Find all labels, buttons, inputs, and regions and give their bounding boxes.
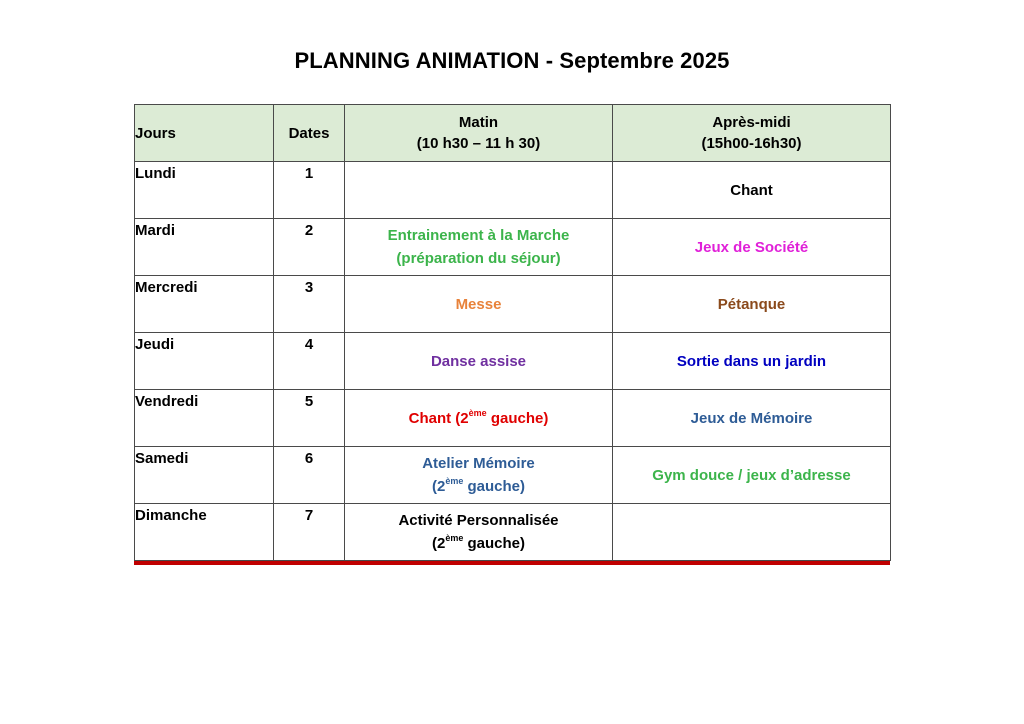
- morning-activity-line: Messe: [455, 295, 502, 313]
- afternoon-activity: [613, 219, 891, 276]
- day-cell: Dimanche: [135, 504, 274, 561]
- afternoon-activity: [613, 162, 891, 219]
- morning-activity-line: Entrainement à la Marche: [387, 227, 570, 244]
- morning-activity-line: [345, 407, 612, 430]
- activity-text: gauche): [463, 535, 526, 552]
- day-cell: Jeudi: [135, 333, 274, 390]
- table-row: [135, 162, 891, 219]
- morning-activity-line: (préparation du séjour): [396, 250, 561, 267]
- date-cell: 5: [274, 390, 345, 447]
- day-cell: Samedi: [135, 447, 274, 504]
- header-apm-hours: (15h00-16h30): [701, 135, 802, 152]
- date-cell: 6: [274, 447, 345, 504]
- morning-activity-line: Atelier Mémoire: [422, 455, 535, 472]
- afternoon-activity: [613, 333, 891, 390]
- afternoon-activity: [613, 390, 891, 447]
- afternoon-activity: [613, 276, 891, 333]
- date-cell: 7: [274, 504, 345, 561]
- morning-activity-line: [345, 532, 612, 555]
- afternoon-activity-line: Jeux de Société: [694, 238, 809, 256]
- header-matin: [345, 105, 613, 162]
- header-jours: Jours: [135, 105, 274, 162]
- afternoon-activity: [613, 447, 891, 504]
- afternoon-activity-line: Sortie dans un jardin: [676, 352, 827, 370]
- header-apres-midi: [613, 105, 891, 162]
- morning-activity: [345, 162, 613, 219]
- morning-activity-line: [345, 475, 612, 498]
- planning-table: [134, 104, 891, 561]
- activity-text: (2: [431, 535, 446, 552]
- morning-activity-line: Danse assise: [430, 352, 527, 370]
- activity-text: Chant (2: [408, 409, 469, 427]
- afternoon-activity-line: Jeux de Mémoire: [690, 409, 813, 427]
- table-row: [135, 219, 891, 276]
- table-row: [135, 276, 891, 333]
- header-apm-label: Après-midi: [712, 114, 791, 131]
- morning-activity: [345, 390, 613, 447]
- date-cell: 2: [274, 219, 345, 276]
- header-matin-label: Matin: [458, 114, 499, 131]
- bottom-red-rule: [134, 561, 890, 565]
- date-cell: 3: [274, 276, 345, 333]
- afternoon-activity: [613, 504, 891, 561]
- morning-activity: [345, 504, 613, 561]
- morning-activity: [345, 276, 613, 333]
- superscript: ème: [468, 407, 487, 418]
- morning-activity-line: Activité Personnalisée: [398, 512, 559, 529]
- afternoon-activity-line: Chant: [730, 181, 773, 199]
- header-row: [135, 105, 891, 162]
- day-cell: Mercredi: [135, 276, 274, 333]
- superscript: ème: [445, 533, 464, 543]
- activity-text: gauche): [486, 409, 549, 427]
- table-row: [135, 333, 891, 390]
- activity-text: gauche): [463, 478, 526, 495]
- table-row: [135, 447, 891, 504]
- morning-activity: [345, 333, 613, 390]
- table-row: [135, 504, 891, 561]
- day-cell: Mardi: [135, 219, 274, 276]
- date-cell: 4: [274, 333, 345, 390]
- superscript: ème: [445, 476, 464, 486]
- morning-activity: [345, 447, 613, 504]
- date-cell: 1: [274, 162, 345, 219]
- morning-activity: [345, 219, 613, 276]
- header-dates: Dates: [274, 105, 345, 162]
- table-row: [135, 390, 891, 447]
- day-cell: Vendredi: [135, 390, 274, 447]
- day-cell: Lundi: [135, 162, 274, 219]
- page-title: PLANNING ANIMATION - Septembre 2025: [294, 48, 730, 73]
- afternoon-activity-line: Pétanque: [717, 295, 786, 313]
- header-matin-hours: (10 h30 – 11 h 30): [416, 135, 541, 152]
- afternoon-activity-line: Gym douce / jeux d’adresse: [652, 466, 851, 484]
- activity-text: (2: [431, 478, 446, 495]
